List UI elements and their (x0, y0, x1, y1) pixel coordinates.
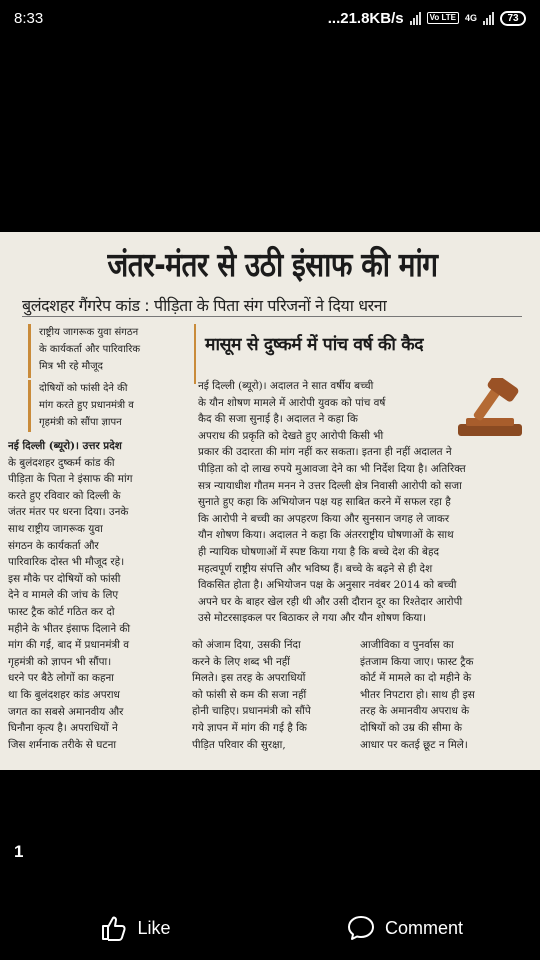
text-line: महत्वपूर्ण राष्ट्रीय संपत्ति और भविष्य हैं। बच्चे के बढ़ने से ही देश (198, 562, 433, 575)
comment-icon (347, 914, 375, 942)
text-line: घिनौना कृत्य है। अपराधियों ने (8, 722, 118, 735)
text-line: अपने घर के बाहर खेल रही थी और उसी दौरान दूर का रिश्तेदार आरोपी (198, 595, 463, 608)
text-line: प्रकार की उदारता की मांग नहीं कर सकता। इतना ही नहीं अदालत ने (198, 446, 452, 459)
text-line: करने के लिए शब्द भी नहीं (192, 655, 290, 668)
text-line: महीने के भीतर इंसाफ दिलाने की (8, 622, 131, 635)
sidebar-note (28, 324, 186, 378)
text-line: उसे मोटरसाइकल पर बिठाकर ले गया और यौन शोषण किया। (198, 612, 426, 625)
text-line: मांग की गई, बाद में प्रधानमंत्री व (8, 639, 130, 652)
text-line: आजीविका व पुनर्वास का (360, 639, 454, 651)
bottom-middle-column (192, 637, 362, 753)
text-line: कि आरोपी ने बच्ची का अपहरण किया और सुनसान जगह ले जाकर (198, 512, 450, 525)
text-line: साथ राष्ट्रीय जागरूक युवा (8, 522, 103, 535)
photo-counter: 1 (14, 842, 24, 861)
text-line: संगठन के कार्यकर्ता और (8, 539, 99, 552)
text-line: धरने पर बैठे लोगों का कहना (8, 672, 114, 685)
battery-icon: 73 (500, 11, 526, 26)
sidebar-note-line: मांग करते हुए प्रधानमंत्री व (39, 400, 134, 411)
like-button[interactable] (0, 900, 270, 956)
sidebar-note-line: गृहमंत्री को सौंपा ज्ञापन (39, 417, 122, 428)
text-line: गृहमंत्री को ज्ञापन भी सौंपा। (8, 655, 112, 668)
story2-title: मासूम से दुष्कर्म में पांच वर्ष की कैद (205, 335, 424, 355)
network-type: 4G (464, 12, 477, 23)
text-line: ही न्यायिक घोषणाओं में स्पष्ट किया गया है कि बच्चे देश की बेहद (198, 545, 440, 558)
text-line: नई दिल्ली (ब्यूरो)। उत्तर प्रदेश (8, 440, 122, 452)
sidebar-note-2 (28, 380, 186, 432)
text-line: को अंजाम दिया, उसकी निंदा (192, 639, 301, 651)
comment-button[interactable] (270, 900, 540, 956)
text-line: कैद की सजा सुनाई है। अदालत ने कहा कि (198, 413, 358, 426)
text-line: मिलते। इस तरह के अपराधियों (192, 672, 306, 685)
clock: 8:33 (14, 9, 44, 27)
text-line: इस मौके पर दोषियों को फांसी (8, 572, 121, 585)
sidebar-note-line: मित्र भी रहे मौजूद (39, 361, 103, 372)
text-line: पीड़िता को दो लाख रुपये मुआवजा देने का भी निर्देश दिया है। अतिरिक्त (198, 462, 466, 475)
comment-label: Comment (384, 917, 464, 938)
text-line: पीड़ित परिवार की सुरक्षा, (192, 738, 286, 751)
like-label: Like (137, 917, 171, 938)
text-line: सुनाते हुए कहा कि अभियोजन पक्ष यह साबित करने में सफल रहा है (198, 496, 451, 509)
left-column (8, 438, 188, 753)
story-divider (194, 324, 196, 384)
text-line: दोषियों को उम्र की सीमा के (360, 721, 462, 734)
text-line: को फांसी से कम की सजा नहीं (192, 688, 307, 701)
text-line: पारिवारिक दोस्त भी मौजूद रहे। (8, 556, 125, 569)
text-line: जगत का सबसे अमानवीय और (8, 705, 124, 718)
volte-icon: Vo LTE (427, 12, 459, 24)
text-line: पीड़िता के पिता ने इंसाफ की मांग (8, 473, 133, 486)
status-indicators (328, 10, 526, 27)
text-line: यौन शोषण किया। अदालत ने कहा कि अंतरराष्ट्रीय घोषणाओं के साथ (198, 529, 454, 542)
text-line: अपराध की प्रकृति को देखते हुए आरोपी किसी भी (198, 429, 384, 442)
text-line: इंतजाम किया जाए। फास्ट ट्रैक (360, 655, 474, 668)
signal-icon-2 (483, 12, 494, 25)
reaction-bar (0, 900, 540, 956)
signal-icon (410, 12, 421, 25)
text-line: होनी चाहिए। प्रधानमंत्री को सौंपे (192, 705, 311, 718)
article-subhead: बुलंदशहर गैंगरेप कांड : पीड़िता के पिता संग परिजनों ने दिया धरना (22, 296, 387, 315)
text-line: भीतर निपटारा हो। साथ ही इस (360, 688, 475, 701)
text-line: आधार पर कतई छूट न मिले। (360, 738, 468, 751)
text-line: जिस शर्मनाक तरीके से घटना (8, 738, 117, 751)
bottom-right-column (360, 637, 532, 753)
thumbs-up-icon (99, 914, 127, 942)
text-line: था कि बुलंदशहर कांड अपराध (8, 688, 120, 701)
text-line: तरह के अमानवीय अपराध के (360, 705, 470, 718)
text-line: देने व मामले की जांच के लिए (8, 589, 119, 602)
text-line: विकसित होता है। अभियोजन पक्ष के अनुसार नवंबर 2014 को बच्ची (198, 579, 457, 592)
status-bar (0, 0, 540, 36)
sidebar-note-line: दोषियों को फांसी देने की (39, 383, 128, 394)
text-line: फास्ट ट्रैक कोर्ट गठित कर दो (8, 605, 115, 618)
text-line: गये ज्ञापन में मांग की गई है कि (192, 721, 307, 734)
sidebar-note-line: के कार्यकर्ता और पारिवारिक (39, 344, 141, 355)
text-line: नई दिल्ली (ब्यूरो)। अदालत ने सात वर्षीय बच्ची (198, 380, 374, 392)
text-line: के यौन शोषण मामले में आरोपी युवक को पांच वर्ष (198, 396, 386, 409)
text-line: जंतर मंतर पर धरना दिया। उनके (8, 506, 129, 519)
network-speed: ...21.8KB/s (327, 9, 404, 27)
divider (22, 316, 522, 317)
article-headline: जंतर-मंतर से उठी इंसाफ की मांग (107, 245, 438, 285)
story2-body (198, 378, 530, 627)
newspaper-clipping-photo[interactable] (0, 232, 540, 770)
text-line: सत्र न्यायाधीश गौतम मनन ने उत्तर दिल्ली क्षेत्र निवासी आरोपी को सजा (198, 479, 462, 492)
text-line: करते हुए रविवार को दिल्ली के (8, 489, 121, 502)
sidebar-note-line: राष्ट्रीय जागरूक युवा संगठन (39, 327, 139, 338)
text-line: के बुलंदशहर दुष्कर्म कांड की (8, 456, 115, 469)
text-line: कोर्ट में मामले का दो महीने के (360, 672, 472, 685)
